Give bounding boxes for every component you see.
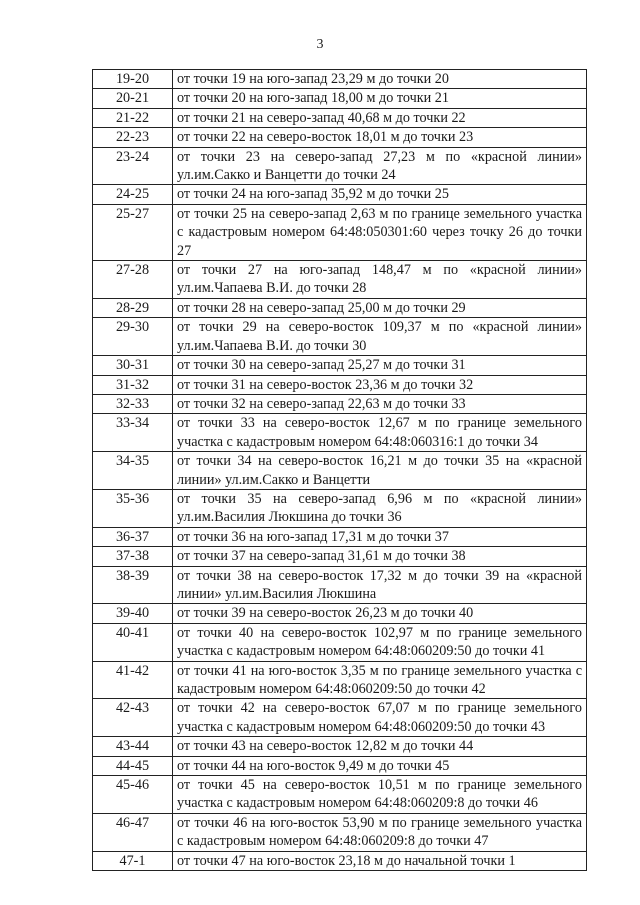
table-row [93,356,587,375]
table-row [93,452,587,490]
description-cell: от точки 21 на северо-запад 40,68 м до точки 22 [173,108,587,127]
description-cell: от точки 43 на северо-восток 12,82 м до точки 44 [173,737,587,756]
segment-cell: 24-25 [93,185,173,204]
table-row [93,489,587,527]
segment-cell: 21-22 [93,108,173,127]
description-cell: от точки 46 на юго-восток 53,90 м по границе земельного участка с кадастровым номером 64:48:060209:8 до точки 47 [173,813,587,851]
segment-cell: 30-31 [93,356,173,375]
segment-cell: 20-21 [93,89,173,108]
page-number: 3 [316,37,324,52]
description-cell: от точки 34 на северо-восток 16,21 м до точки 35 на «красной линии» ул.им.Сакко и Ванцетти [173,452,587,490]
description-cell: от точки 19 на юго-запад 23,29 м до точки 20 [173,70,587,89]
table-row [93,851,587,870]
description-cell: от точки 40 на северо-восток 102,97 м по границе земельного участка с кадастровым номером 64:48:060209:50 до точки 41 [173,623,587,661]
description-cell: от точки 38 на северо-восток 17,32 м до точки 39 на «красной линии» ул.им.Василия Люкшина [173,566,587,604]
table-row [93,756,587,775]
segment-cell: 40-41 [93,623,173,661]
segment-cell: 29-30 [93,318,173,356]
segment-cell: 47-1 [93,851,173,870]
segment-cell: 19-20 [93,70,173,89]
description-cell: от точки 35 на северо-запад 6,96 м по «красной линии» ул.им.Василия Люкшина до точки 36 [173,489,587,527]
description-cell: от точки 36 на юго-запад 17,31 м до точки 37 [173,527,587,546]
table-row [93,661,587,699]
segment-cell: 38-39 [93,566,173,604]
segment-cell: 46-47 [93,813,173,851]
description-cell: от точки 37 на северо-запад 31,61 м до точки 38 [173,547,587,566]
segment-cell: 28-29 [93,298,173,317]
description-cell: от точки 32 на северо-запад 22,63 м до точки 33 [173,394,587,413]
table-row [93,414,587,452]
segment-cell: 31-32 [93,375,173,394]
description-cell: от точки 44 на юго-восток 9,49 м до точки 45 [173,756,587,775]
table-row [93,70,587,89]
table-row [93,776,587,814]
table-row [93,394,587,413]
segment-cell: 34-35 [93,452,173,490]
table-row [93,261,587,299]
description-cell: от точки 20 на юго-запад 18,00 м до точки 21 [173,89,587,108]
segment-cell: 41-42 [93,661,173,699]
description-cell: от точки 23 на северо-запад 27,23 м по «красной линии» ул.им.Сакко и Ванцетти до точки 24 [173,147,587,185]
description-cell: от точки 24 на юго-запад 35,92 м до точки 25 [173,185,587,204]
segment-cell: 25-27 [93,204,173,260]
table-row [93,623,587,661]
description-cell: от точки 45 на северо-восток 10,51 м по границе земельного участка с кадастровым номером 64:48:060209:8 до точки 46 [173,776,587,814]
description-cell: от точки 30 на северо-запад 25,27 м до точки 31 [173,356,587,375]
description-cell: от точки 29 на северо-восток 109,37 м по «красной линии» ул.им.Чапаева В.И. до точки 30 [173,318,587,356]
segment-cell: 33-34 [93,414,173,452]
segment-cell: 27-28 [93,261,173,299]
segment-cell: 35-36 [93,489,173,527]
boundary-table-body [93,70,587,871]
segment-cell: 37-38 [93,547,173,566]
boundary-table [92,69,587,871]
segment-cell: 43-44 [93,737,173,756]
description-cell: от точки 28 на северо-запад 25,00 м до точки 29 [173,298,587,317]
table-row [93,699,587,737]
segment-cell: 36-37 [93,527,173,546]
segment-cell: 32-33 [93,394,173,413]
description-cell: от точки 39 на северо-восток 26,23 м до точки 40 [173,604,587,623]
table-row [93,527,587,546]
table-row [93,128,587,147]
table-row [93,108,587,127]
table-row [93,547,587,566]
segment-cell: 45-46 [93,776,173,814]
table-row [93,147,587,185]
table-row [93,185,587,204]
segment-cell: 22-23 [93,128,173,147]
description-cell: от точки 27 на юго-запад 148,47 м по «красной линии» ул.им.Чапаева В.И. до точки 28 [173,261,587,299]
table-row [93,89,587,108]
description-cell: от точки 31 на северо-восток 23,36 м до точки 32 [173,375,587,394]
table-row [93,204,587,260]
segment-cell: 42-43 [93,699,173,737]
description-cell: от точки 33 на северо-восток 12,67 м по границе земельного участка с кадастровым номером 64:48:060316:1 до точки 34 [173,414,587,452]
description-cell: от точки 22 на северо-восток 18,01 м до точки 23 [173,128,587,147]
table-row [93,298,587,317]
table-row [93,318,587,356]
table-row [93,566,587,604]
table-row [93,813,587,851]
segment-cell: 44-45 [93,756,173,775]
table-row [93,375,587,394]
description-cell: от точки 42 на северо-восток 67,07 м по границе земельного участка с кадастровым номером 64:48:060209:50 до точки 43 [173,699,587,737]
table-row [93,737,587,756]
description-cell: от точки 47 на юго-восток 23,18 м до начальной точки 1 [173,851,587,870]
segment-cell: 23-24 [93,147,173,185]
segment-cell: 39-40 [93,604,173,623]
description-cell: от точки 41 на юго-восток 3,35 м по границе земельного участка с кадастровым номером 64:48:060209:50 до точки 42 [173,661,587,699]
table-row [93,604,587,623]
description-cell: от точки 25 на северо-запад 2,63 м по границе земельного участка с кадастровым номером 64:48:050301:60 через точку 26 до точки 27 [173,204,587,260]
